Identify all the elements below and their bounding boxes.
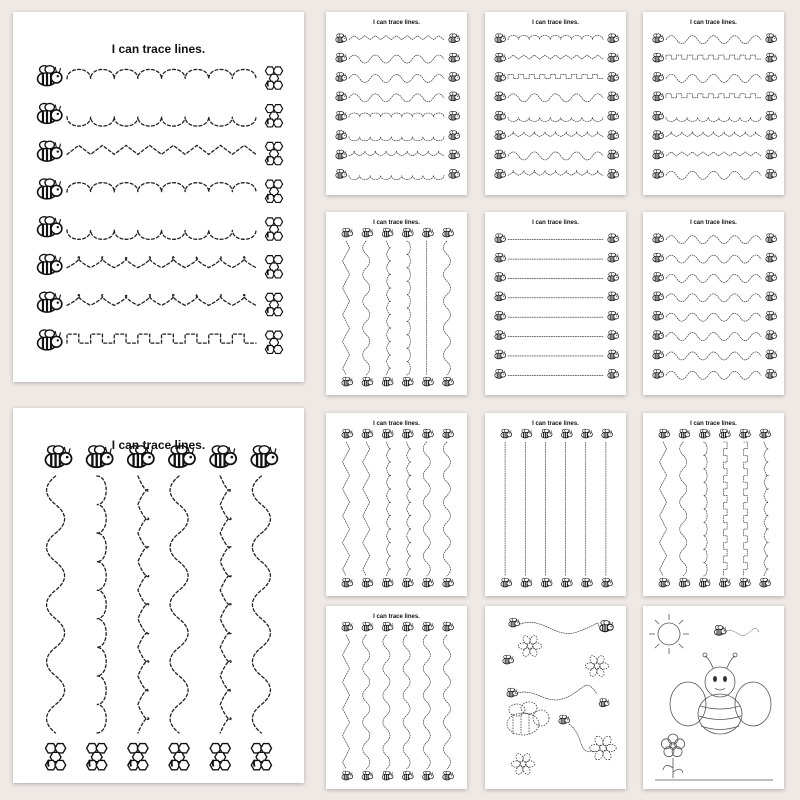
bee-icon — [766, 350, 777, 359]
bee-icon — [608, 34, 619, 43]
worksheet-title: I can trace lines. — [532, 220, 579, 226]
bee-icon — [38, 330, 62, 350]
bee-icon — [402, 429, 413, 438]
coloring-art — [485, 606, 626, 789]
worksheet-thumb-5 — [485, 212, 626, 395]
bee-icon — [336, 92, 347, 101]
worksheet-title: I can trace lines. — [690, 421, 737, 427]
trace-line — [349, 74, 444, 82]
bee-icon — [602, 578, 613, 587]
bee-icon — [599, 699, 609, 707]
trace-line — [666, 36, 761, 44]
trace-line — [252, 476, 270, 733]
bee-icon — [342, 228, 353, 237]
bee-icon — [336, 34, 347, 43]
bee-icon — [501, 429, 512, 438]
trace-line — [508, 55, 603, 59]
trace-line — [666, 132, 761, 137]
bee-icon — [659, 578, 670, 587]
bee-icon — [679, 578, 690, 587]
trace-line — [666, 74, 761, 82]
worksheet-art — [643, 413, 784, 596]
bee-icon — [495, 331, 506, 340]
worksheet-thumb-6 — [643, 212, 784, 395]
bee-icon — [495, 169, 506, 178]
trace-line — [423, 635, 430, 769]
trace-line — [508, 94, 603, 102]
bee-icon — [608, 150, 619, 159]
bee-icon — [608, 53, 619, 62]
bee-icon — [495, 34, 506, 43]
big-bee-outline — [507, 702, 549, 735]
trace-line — [443, 635, 450, 769]
bee-icon — [449, 131, 460, 140]
bee-icon — [582, 578, 593, 587]
bee-icon — [653, 350, 664, 359]
bee-icon — [699, 578, 710, 587]
honeycomb-icon — [169, 744, 189, 770]
trace-line — [680, 442, 687, 576]
honeycomb-icon — [265, 331, 282, 353]
honeycomb-icon — [265, 293, 282, 315]
trace-line — [407, 442, 411, 576]
bee-icon — [507, 688, 518, 697]
bee-icon — [740, 578, 751, 587]
bee-icon — [766, 111, 777, 120]
worksheet-title: I can trace lines. — [111, 438, 206, 452]
honeycomb-icon — [87, 744, 107, 770]
trace-line — [349, 55, 444, 63]
trace-line — [67, 295, 256, 306]
sun-icon — [649, 614, 689, 654]
honeycomb-icon — [265, 105, 282, 127]
bee-icon — [336, 53, 347, 62]
bee-icon — [38, 66, 62, 86]
bee-icon — [495, 273, 506, 282]
bee-icon — [653, 53, 664, 62]
bee-icon — [766, 53, 777, 62]
bee-icon — [608, 311, 619, 320]
worksheet-art — [326, 212, 467, 395]
bee-icon — [608, 369, 619, 378]
trace-line — [349, 36, 444, 40]
bee-icon — [653, 234, 664, 243]
trace-line — [349, 175, 444, 179]
trace-line — [67, 117, 256, 126]
trace-line — [343, 241, 350, 375]
bee-icon — [561, 429, 572, 438]
trace-line — [343, 442, 350, 576]
bee-icon — [714, 626, 726, 636]
bee-icon — [679, 429, 690, 438]
honeycomb-icon — [265, 256, 282, 278]
bee-icon — [608, 331, 619, 340]
trace-line — [703, 442, 707, 576]
bee-icon — [449, 169, 460, 178]
bee-icon — [766, 292, 777, 301]
bee-icon — [443, 622, 454, 631]
trace-line — [666, 55, 761, 59]
trace-line — [508, 117, 603, 121]
worksheet-title: I can trace lines. — [373, 220, 420, 226]
trace-line — [666, 94, 761, 98]
bee-icon — [503, 655, 514, 664]
bee-icon — [600, 621, 614, 632]
bee-icon — [653, 169, 664, 178]
trace-line — [67, 230, 256, 239]
worksheet-title: I can trace lines. — [532, 20, 579, 26]
worksheet-thumb-7 — [326, 413, 467, 596]
bee-icon — [608, 350, 619, 359]
bee-icon — [719, 429, 730, 438]
bee-icon — [495, 150, 506, 159]
bee-icon — [766, 369, 777, 378]
bee-icon — [362, 377, 373, 386]
bee-icon — [766, 34, 777, 43]
worksheet-art — [643, 12, 784, 195]
trace-line — [363, 635, 370, 769]
bee-icon — [342, 429, 353, 438]
trace-line — [67, 183, 256, 192]
worksheet-thumb-11 — [485, 606, 626, 789]
bee-icon — [495, 253, 506, 262]
honeycomb-icon — [128, 744, 148, 770]
honeycomb-icon — [265, 218, 282, 240]
worksheet-thumb-4 — [326, 212, 467, 395]
trace-line — [666, 236, 761, 244]
bee-icon — [608, 92, 619, 101]
worksheet-art — [326, 413, 467, 596]
trace-line — [363, 241, 370, 375]
worksheet-thumb-8 — [485, 413, 626, 596]
bee-icon — [449, 73, 460, 82]
trace-line — [67, 145, 256, 154]
trace-line — [725, 628, 759, 635]
bee-icon — [608, 234, 619, 243]
trace-line — [67, 334, 256, 343]
bee-icon — [443, 377, 454, 386]
trace-line — [666, 333, 761, 341]
honeycomb-icon — [45, 744, 65, 770]
bee-icon — [760, 578, 771, 587]
trace-line — [349, 137, 444, 141]
bee-icon — [766, 73, 777, 82]
bee-icon — [766, 253, 777, 262]
honeycomb-icon — [265, 142, 282, 164]
bee-icon — [382, 771, 393, 780]
bee-icon — [509, 618, 520, 627]
trace-line — [666, 171, 761, 179]
trace-line — [170, 476, 188, 733]
worksheet-art — [13, 12, 304, 382]
bee-icon — [38, 217, 62, 237]
worksheet-title: I can trace lines. — [532, 421, 579, 427]
bee-icon — [423, 622, 434, 631]
worksheet-thumb-9 — [643, 413, 784, 596]
worksheet-vertical-large — [13, 408, 304, 783]
bee-icon — [561, 578, 572, 587]
trace-line — [666, 294, 761, 302]
bee-icon — [608, 111, 619, 120]
worksheet-thumb-1 — [326, 12, 467, 195]
bee-icon — [653, 331, 664, 340]
bee-icon — [423, 429, 434, 438]
bee-icon — [402, 578, 413, 587]
bee-icon — [38, 141, 62, 161]
bee-icon — [382, 429, 393, 438]
honeycomb-icon — [265, 67, 282, 89]
trace-line — [666, 274, 761, 282]
bee-icon — [336, 150, 347, 159]
bee-icon — [653, 292, 664, 301]
bee-icon — [501, 578, 512, 587]
trace-line — [666, 255, 761, 263]
trace-line — [403, 635, 410, 769]
bee-icon — [766, 331, 777, 340]
trace-line — [220, 476, 231, 733]
trace-line — [67, 257, 256, 268]
honeycomb-icon — [251, 744, 271, 770]
trace-line — [138, 476, 149, 733]
bee-icon — [342, 578, 353, 587]
worksheet-art — [13, 408, 304, 783]
bee-icon — [362, 429, 373, 438]
worksheet-art — [326, 606, 467, 789]
worksheet-title: I can trace lines. — [111, 42, 206, 56]
trace-line — [666, 352, 761, 360]
trace-line — [423, 442, 430, 576]
bee-icon — [38, 103, 62, 123]
bee-icon — [760, 429, 771, 438]
bee-icon — [402, 622, 413, 631]
bee-icon — [336, 111, 347, 120]
bee-icon — [423, 771, 434, 780]
bee-icon — [659, 429, 670, 438]
bee-icon — [602, 429, 613, 438]
bee-icon — [336, 131, 347, 140]
flower-icon — [518, 634, 541, 657]
bee-icon — [342, 622, 353, 631]
bee-icon — [423, 228, 434, 237]
worksheet-art — [643, 212, 784, 395]
bee-icon — [342, 771, 353, 780]
trace-line — [724, 442, 728, 576]
bee-icon — [443, 578, 454, 587]
bee-icon — [766, 234, 777, 243]
trace-line — [349, 113, 444, 117]
bee-icon — [382, 377, 393, 386]
bee-icon — [766, 169, 777, 178]
worksheet-art — [485, 413, 626, 596]
bee-icon — [653, 73, 664, 82]
worksheet-thumb-10 — [326, 606, 467, 789]
worksheet-art — [326, 12, 467, 195]
flower-icon — [585, 654, 608, 677]
trace-line — [764, 442, 768, 576]
trace-line — [666, 152, 761, 156]
bee-icon — [449, 34, 460, 43]
bee-icon — [608, 169, 619, 178]
bee-icon — [495, 292, 506, 301]
bee-icon — [449, 150, 460, 159]
trace-line — [508, 152, 603, 160]
bee-icon — [521, 578, 532, 587]
trace-line — [363, 442, 370, 576]
bee-icon — [495, 111, 506, 120]
coloring-art — [643, 606, 784, 789]
bee-icon — [443, 429, 454, 438]
trace-line — [666, 313, 761, 321]
flower-icon — [661, 734, 684, 778]
bee-icon — [495, 73, 506, 82]
bee-icon — [362, 622, 373, 631]
bee-icon — [766, 92, 777, 101]
bee-icon — [653, 111, 664, 120]
bee-icon — [653, 92, 664, 101]
trace-line — [386, 241, 390, 375]
bee-icon — [336, 169, 347, 178]
bee-icon — [382, 228, 393, 237]
flower-icon — [590, 735, 616, 761]
trace-line — [744, 442, 748, 576]
trace-line — [386, 442, 390, 576]
bee-icon — [38, 179, 62, 199]
bee-icon — [362, 578, 373, 587]
bee-icon — [362, 771, 373, 780]
bee-icon — [382, 622, 393, 631]
bee-icon — [740, 429, 751, 438]
bee-icon — [766, 150, 777, 159]
worksheet-title: I can trace lines. — [690, 20, 737, 26]
trace-line — [443, 442, 450, 576]
worksheet-title: I can trace lines. — [690, 220, 737, 226]
bee-icon — [653, 253, 664, 262]
trace-line — [508, 35, 603, 39]
bee-icon — [766, 131, 777, 140]
bee-icon — [559, 715, 570, 724]
bee-icon — [495, 350, 506, 359]
flower-icon — [511, 752, 534, 775]
bee-icon — [449, 92, 460, 101]
worksheet-thumb-2 — [485, 12, 626, 195]
bee-icon — [608, 273, 619, 282]
bee-icon — [423, 377, 434, 386]
worksheet-horizontal-large — [13, 12, 304, 382]
bee-icon — [495, 311, 506, 320]
bee-icon — [653, 311, 664, 320]
bee-icon — [653, 34, 664, 43]
bee-icon — [449, 53, 460, 62]
honeycomb-icon — [210, 744, 230, 770]
trace-line — [97, 476, 106, 733]
worksheet-art — [485, 12, 626, 195]
trace-line — [508, 171, 603, 176]
bee-icon — [699, 429, 710, 438]
bee-icon — [521, 429, 532, 438]
trace-line — [349, 94, 444, 102]
bee-icon — [495, 234, 506, 243]
bee-icon — [766, 273, 777, 282]
bee-icon — [608, 292, 619, 301]
bee-icon — [423, 578, 434, 587]
bee-icon — [402, 377, 413, 386]
trace-line — [666, 117, 761, 121]
worksheet-title: I can trace lines. — [373, 421, 420, 427]
bee-icon — [342, 377, 353, 386]
bee-icon — [608, 253, 619, 262]
bee-icon — [495, 369, 506, 378]
honeycomb-icon — [265, 180, 282, 202]
bee-icon — [653, 369, 664, 378]
trace-line — [407, 241, 411, 375]
big-bee-icon — [670, 653, 771, 734]
bee-icon — [402, 771, 413, 780]
bee-icon — [608, 73, 619, 82]
trace-line — [660, 442, 667, 576]
bee-icon — [653, 273, 664, 282]
bee-icon — [766, 311, 777, 320]
bee-icon — [541, 578, 552, 587]
trace-line — [508, 132, 603, 137]
trace-line — [47, 476, 65, 733]
bee-icon — [38, 292, 62, 312]
bee-icon — [402, 228, 413, 237]
bee-icon — [449, 111, 460, 120]
bee-icon — [719, 578, 730, 587]
bee-icon — [495, 53, 506, 62]
trace-line — [443, 241, 450, 375]
worksheet-art — [485, 212, 626, 395]
bee-icon — [443, 771, 454, 780]
bee-icon — [362, 228, 373, 237]
trace-line — [508, 74, 603, 78]
worksheet-thumb-12 — [643, 606, 784, 789]
trace-line — [349, 151, 444, 156]
bee-icon — [336, 73, 347, 82]
trace-line — [666, 371, 761, 379]
bee-icon — [495, 131, 506, 140]
bee-icon — [495, 92, 506, 101]
trace-line — [383, 635, 390, 769]
bee-icon — [653, 150, 664, 159]
trace-line — [343, 635, 350, 769]
bee-icon — [443, 228, 454, 237]
bee-icon — [382, 578, 393, 587]
worksheet-thumb-3 — [643, 12, 784, 195]
bee-icon — [541, 429, 552, 438]
bee-icon — [582, 429, 593, 438]
bee-icon — [608, 131, 619, 140]
trace-line — [569, 724, 595, 752]
trace-line — [515, 685, 597, 700]
bee-icon — [653, 131, 664, 140]
bee-icon — [38, 254, 62, 274]
trace-line — [520, 622, 600, 633]
worksheet-title: I can trace lines. — [373, 20, 420, 26]
trace-line — [67, 69, 256, 78]
worksheet-title: I can trace lines. — [373, 614, 420, 620]
